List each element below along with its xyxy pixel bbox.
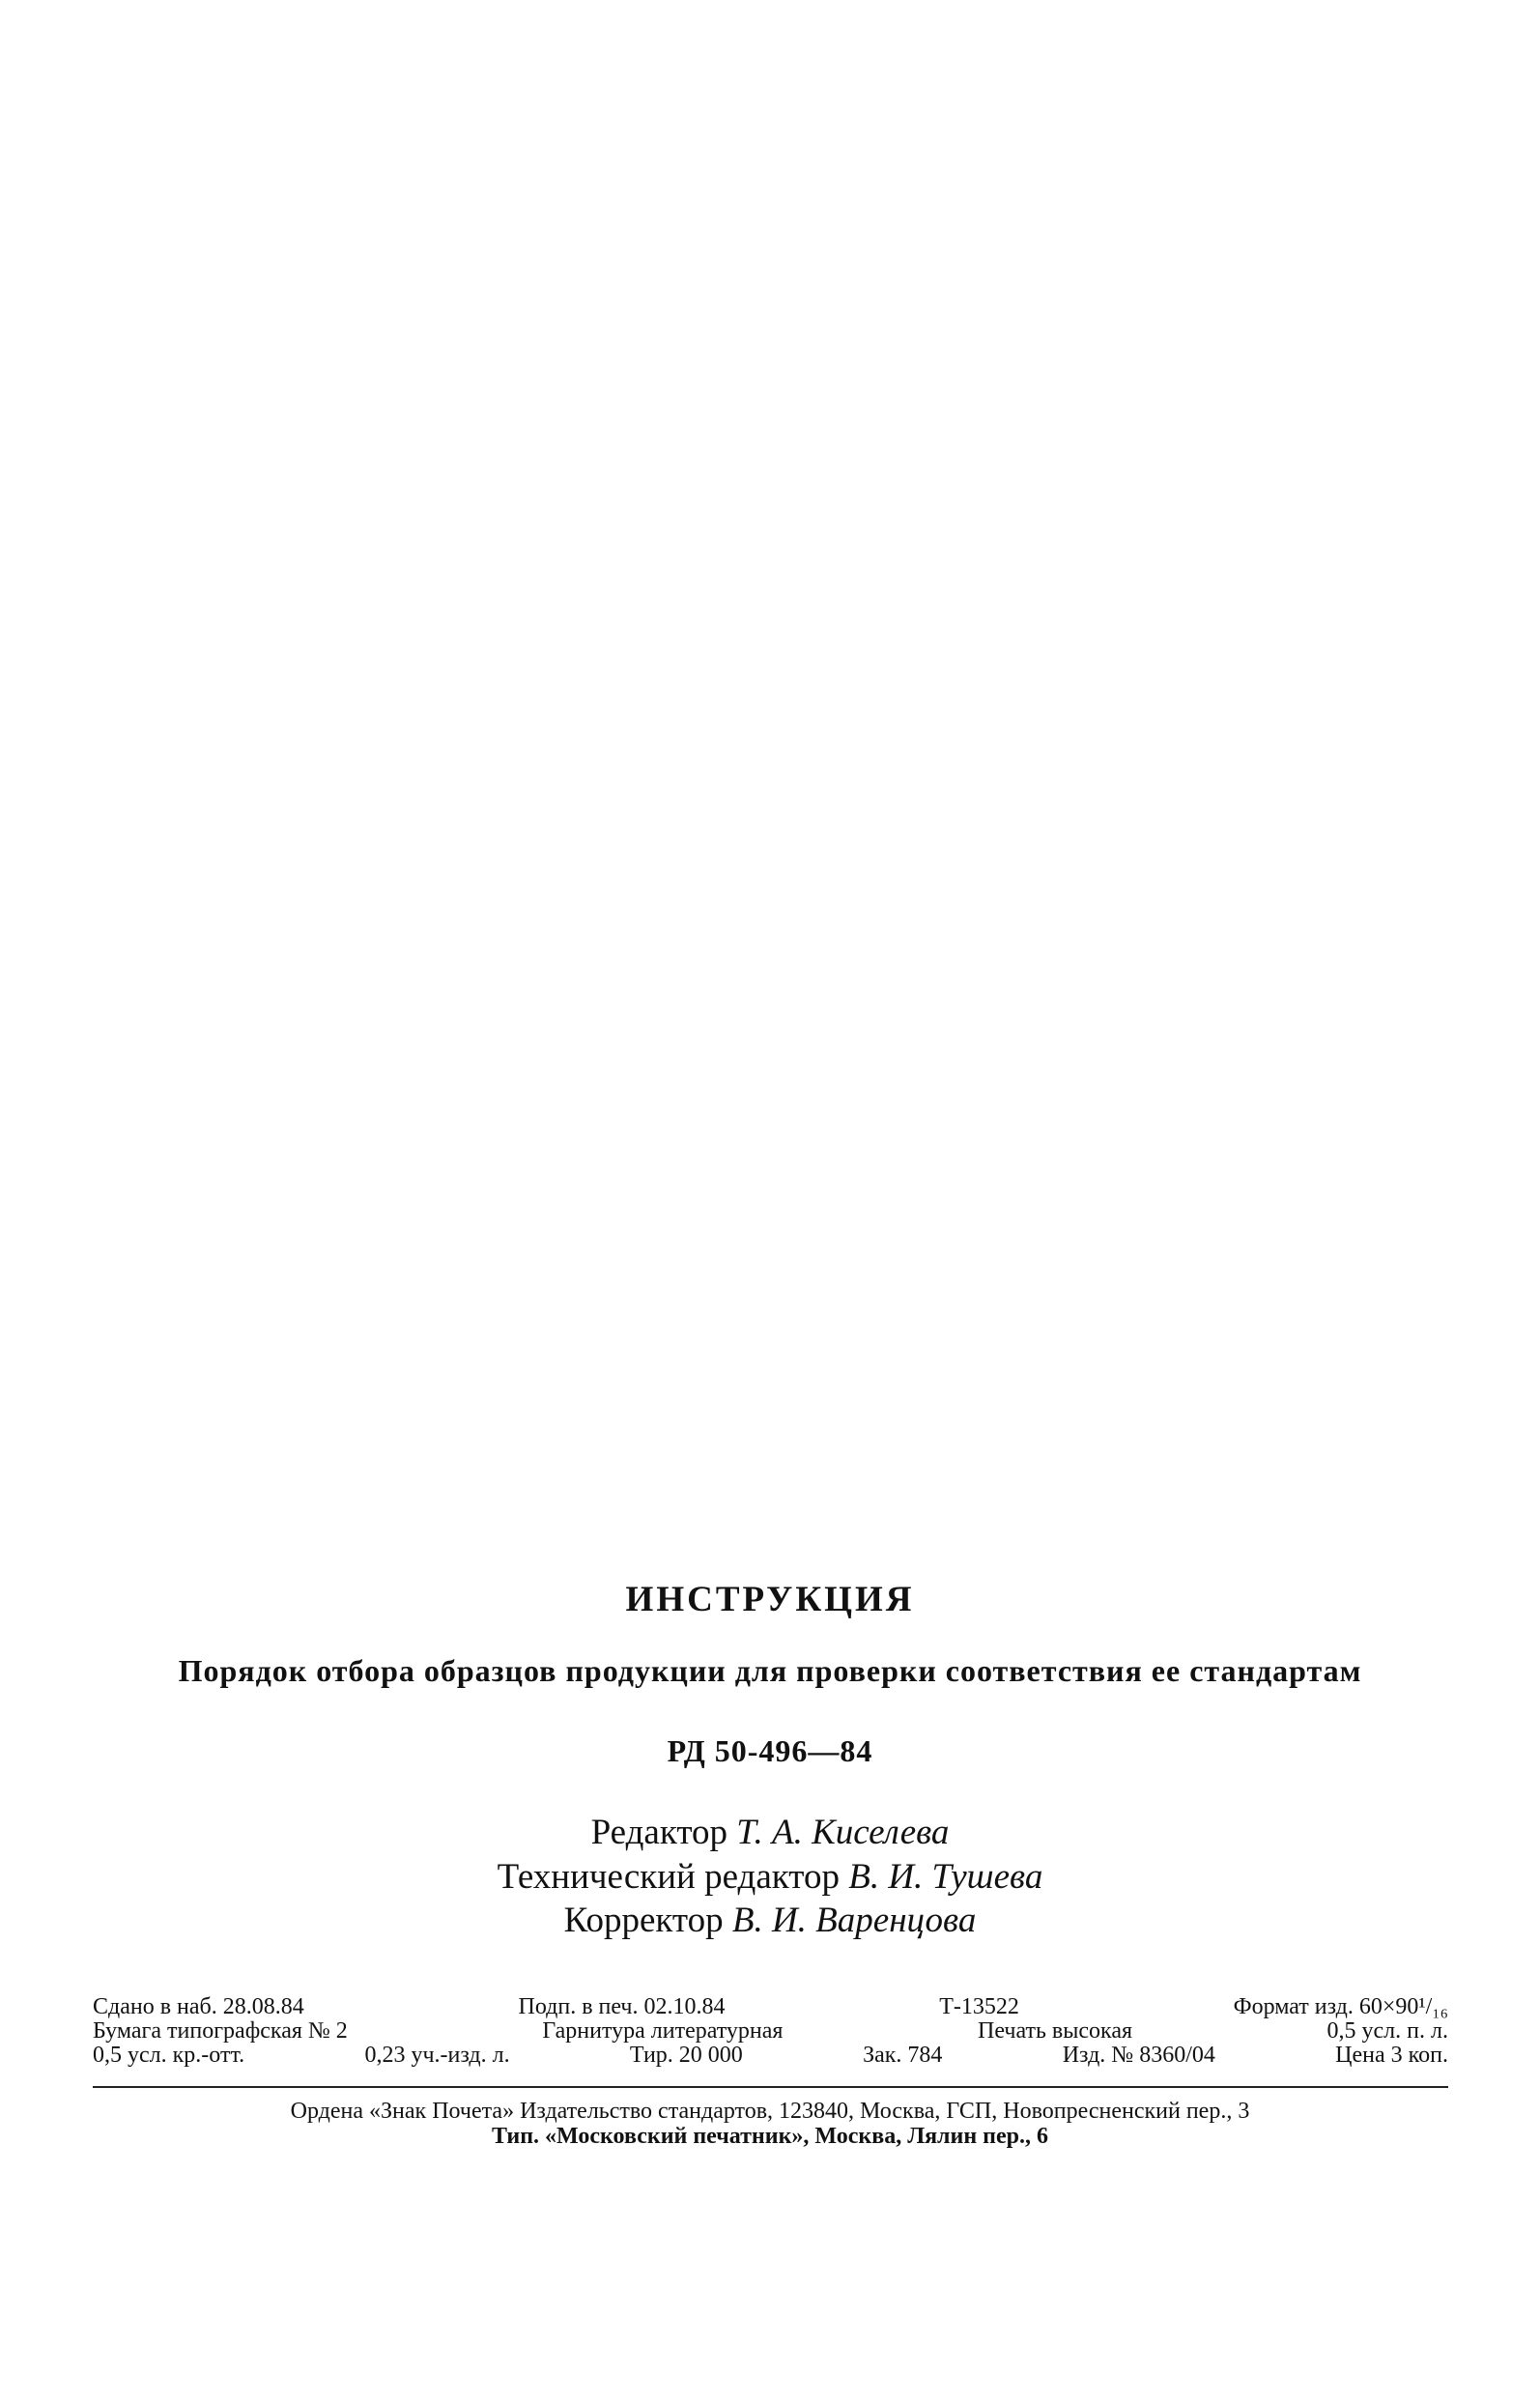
imprint-cell: Тир. 20 000 [629, 2043, 743, 2068]
imprint-row [93, 2019, 1448, 2044]
imprint-cell: Бумага типографская № 2 [93, 2018, 348, 2044]
document-title: ИНСТРУКЦИЯ [625, 1580, 915, 1619]
tech-editor-credit [0, 1856, 1540, 1898]
imprint-cell: Подп. в печ. 02.10.84 [518, 1994, 726, 2019]
document-subtitle: Порядок отбора образцов продукции для проверки соответствия ее стандартам [178, 1653, 1362, 1688]
corrector-name: В. И. Варенцова [731, 1901, 977, 1940]
imprint-cell: 0,23 уч.-изд. л. [364, 2043, 510, 2068]
editor-credit [0, 1812, 1540, 1853]
editor-role: Редактор [590, 1813, 728, 1852]
imprint-cell: 0,5 усл. кр.-отт. [93, 2043, 245, 2068]
imprint-row [93, 1995, 1448, 2019]
imprint-cell: 0,5 усл. п. л. [1326, 2018, 1448, 2044]
imprint-cell: Изд. № 8360/04 [1062, 2043, 1215, 2068]
imprint-row [93, 2044, 1448, 2068]
corrector-credit [0, 1900, 1540, 1941]
corrector-role: Корректор [563, 1901, 724, 1940]
imprint-cell: Гарнитура литературная [542, 2018, 784, 2044]
imprint-cell: Печать высокая [977, 2018, 1133, 2044]
tech-editor-name: В. И. Тушева [848, 1857, 1043, 1897]
tech-editor-role: Технический редактор [497, 1857, 840, 1897]
separator-rule [93, 2086, 1448, 2088]
imprint-cell: Цена 3 коп. [1335, 2043, 1448, 2068]
printer-line: Тип. «Московский печатник», Москва, Лялин пер., 6 [491, 2124, 1049, 2149]
document-code: РД 50-496—84 [667, 1733, 873, 1768]
imprint-cell: Формат изд. 60×90¹/₁₆ [1233, 1994, 1448, 2019]
imprint-block [93, 1995, 1448, 2068]
imprint-cell: Т-13522 [939, 1994, 1019, 2019]
imprint-cell: Зак. 784 [863, 2043, 943, 2068]
editor-name: Т. А. Киселева [736, 1813, 950, 1852]
imprint-cell: Сдано в наб. 28.08.84 [93, 1994, 304, 2019]
publisher-line: Ордена «Знак Почета» Издательство стандартов, 123840, Москва, ГСП, Новопресненский пер., 3 [290, 2099, 1250, 2124]
